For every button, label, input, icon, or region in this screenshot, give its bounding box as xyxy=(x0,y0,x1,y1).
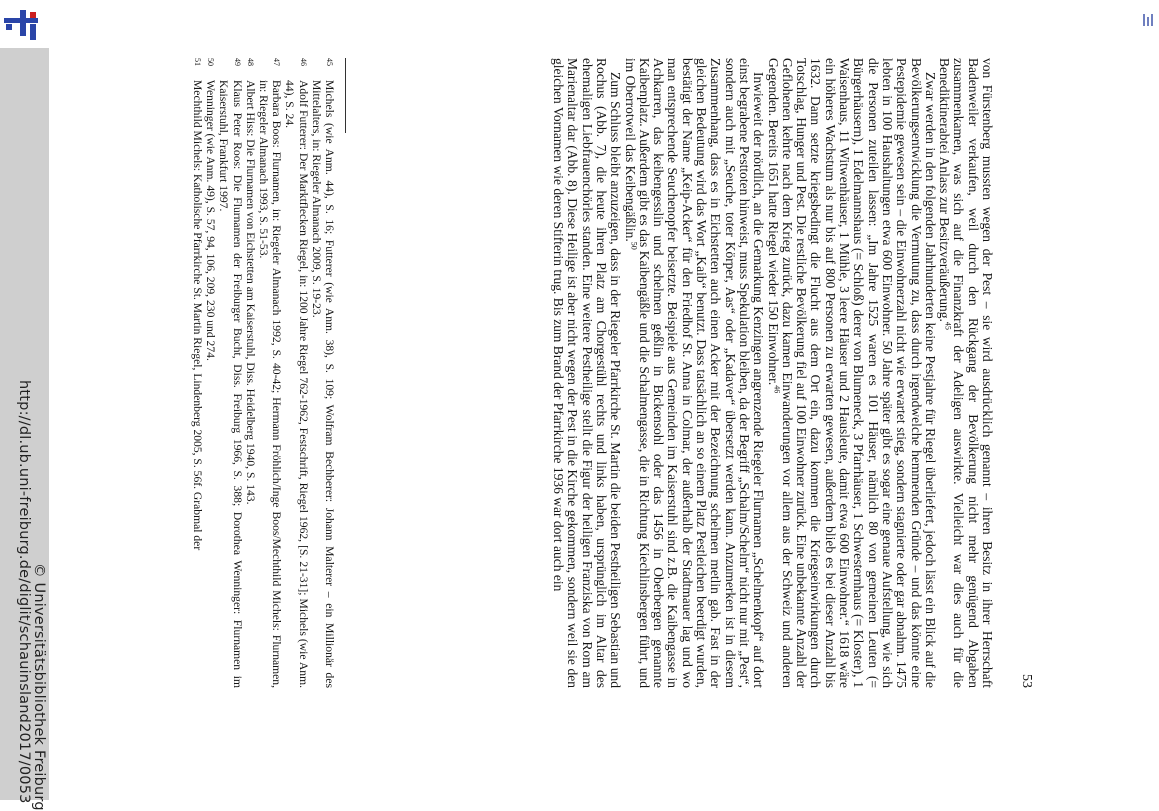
footnote-number: 46 xyxy=(298,58,308,66)
copyright-text: © Universitätsbibliothek Freiburg xyxy=(31,563,47,811)
footnote xyxy=(244,58,257,688)
footnote-text: Adolf Futterer: Der Marktflecken Riegel, in: 1200 Jahre Riegel 762-1962, Festschrift, Riegel 1962, [S. 21-31]; Michels (wie Anm. 44), S. 24. xyxy=(283,80,310,688)
corner-mark-icon xyxy=(1143,14,1153,26)
paragraph xyxy=(551,58,622,688)
footnote-text: Klaus Peter Roos: Die Flurnamen der Freiburger Bucht, Diss. Freiburg 1966, S. 388; Dorothea Wenninger: Flurnamen im Kaiserstuhl, Frankfurt 1997. xyxy=(217,80,244,688)
footnote xyxy=(257,58,283,688)
footnote-number: 51 xyxy=(192,58,202,66)
footnote xyxy=(204,58,217,688)
body-text xyxy=(551,58,994,688)
footnote xyxy=(191,58,204,688)
footnote xyxy=(283,58,309,688)
footnote-number: 45 xyxy=(325,58,334,66)
paragraph-text: von Fürstenberg mussten wegen der Pest – sie wird ausdrücklich genannt – ihren Besitz in ihrer Herrschaft Badenweiler verkaufen, weil durch den Rückgang der Bevölkerung nicht mehr genügend Abgaben zusammenkamen, was sich auf die Finanzkraft der Adeligen auswirkte. Vielleicht war dies auch für die Benediktinerabtei Anlass zur Besitzveräußerung. xyxy=(937,58,995,688)
footnote-text: Mechthild Michels: Katholische Pfarrkirche St. Martin Riegel, Lindenberg 2005, S. 56f. Grabmal der xyxy=(190,80,204,551)
footnote-number: 47 xyxy=(272,58,282,66)
paragraph: Inwieweit der nördlich, an die Gemarkung Kenzingen angrenzende Riegeler Flurnamen „Schelmenkopf“ auf dort einst begrabene Pesttoten hinweist, muss Spekulation bleiben, da der Begriff „Schalm/Schelm“ nicht nur mit „Pest“, sondern auch mit „Seuche, toter Körper, Aas“ oder „Kadaver“ übersetzt werden kann. Anzumerken ist in diesem Zusammenhang, dass es in Eichstetten auch einen Acker mit der Bezeichnung schelmen metlin gab. Fast in der gleichen Bedeutung wird das Wort „Kaib“ benutzt. Dass tatsächlich an so einem Platz Pestleichen beerdigt wurden, bestätigt der Name „Keip-Acker“ für den Friedhof St. Anna in Colmar, der außerhalb der Stadtmauer lag und wo man entsprechende Seuchenopfer beisetzte. Beispiele aus Gemeinden im Kaiserstuhl sind z.B. die Kaibengasse in Achkarren, das keibengesslin und schelmen geßlin in Bickensohl oder das 1456 in Oberbergen genannte Kaibenplatz. Außerdem gibt es das Kaibengäßle und die Schalmengasse, die in Richtung Kiechlinsbergen führt, und im Oberrotweil das Keibengäßlin.$^{50}$ xyxy=(622,58,767,688)
footnote-text: Wenninger (wie Anm. 49), S. 57, 94, 106, 209, 230 und 274. xyxy=(204,80,218,361)
footnote-number: 48 xyxy=(245,58,255,66)
digitization-url: http://dl.ub.uni-freiburg.de/diglit/schauinsland2017/0053 xyxy=(16,380,32,804)
page-number: 53 xyxy=(1019,674,1034,688)
footnotes xyxy=(191,58,336,688)
footnote-divider xyxy=(345,58,346,133)
footnote-text: Barbara Boos: Flurnamen, in: Riegeler Almanach 1992, S. 40-42; Hermann Fröhlich/Inge Boos/Mechthild Michels: Flurnamen, in: Riegeler Almanach 1993, S. 51-53. xyxy=(256,80,284,688)
footnote xyxy=(310,58,336,688)
footnote-text: Michels (wie Anm. 44), S. 16; Futterer (wie Anm. 38), S. 109; Wolfram Bechberer: Johann Malterer – ein Millionär des Mittelalters, in: Riegeler Almanach 2009, S. 19-23. xyxy=(309,80,336,688)
footnote-text: Albert Hiss: Die Flurnamen von Eichstetten am Kaiserstuhl, Diss. Heidelberg 1940, S. 143. xyxy=(243,80,257,505)
footnote-number: 50 xyxy=(206,58,216,66)
side-copyright-label xyxy=(27,563,49,811)
footnote-number: 49 xyxy=(232,58,242,66)
library-logo xyxy=(0,0,49,48)
paragraph-text: Zwar werden in den folgenden Jahrhunderten keine Pestjahre für Riegel überliefert, jedoch lässt ein Blick auf die Bevölkerungsentwicklung die Vermutung zu, dass durch irgendwelche hemmenden Gründe – und das könnte eine Pestepidemie gewesen sein – die Einwohnerzahl nicht wie erwartet stieg, sondern stagnierte oder gar abnahm. 1475 lebten in 100 Haushaltungen etwa 600 Einwohner. 50 Jahre später gibt es sogar eine genaue Aufstellung, wie sich die Personen zuteilen lassen: „Im Jahre 1525 waren es 101 Häuser, nämlich 80 von gemeinen Leuten (= Bürgerhäusern), 1 Edelmannshaus (= Schloß) derer von Blumeneck, 3 Pfarrhäuser, 1 Schwesternhaus (= Kloster), 1 Waisenhaus, 11 Witwenhäuser, 1 Mühle, 3 leere Häuser und 2 Hausleute, damit etwa 600 Einwohner.“ 1618 wäre ein höheres Wachstum als nur bis auf 800 Personen zu erwarten gewesen, außerdem blieb es bei dieser Anzahl bis 1632. Dann setzte kriegsbedingt die Flucht aus dem Ort ein, dazu kommen die Kriegseinwirkungen durch Totschlag, Hunger und Pest. Die restliche Bevölkerung fiel auf 100 Einwohner zurück. Eine unbekannte Anzahl der Geflohenen kehrte nach dem Krieg zurück, dazu kamen Einwanderungen vor allem aus der Schweiz und anderen Gegenden. Bereits 1651 hatte Riegel wieder 150 Einwohner. xyxy=(765,58,938,688)
viewer-side-strip xyxy=(0,0,49,811)
paragraph-text: Zum Schluss bleibt anzuzeigen, dass in der Riegeler Pfarrkirche St. Martin die beiden Pestheiligen Sebastian und Rochus (Abb. 7), die heute ihren Platz am Chorgestühl rechts und links haben, ursprünglich im Altar des ehemaligen Liebfrauenchörles standen. Eine weitere Pestheilige stellt die Figur der heiligen Franziska von Rom am Marienaltar dar (Abb. 8). Diese Heilige ist aber nicht wegen der Pest in die Kirche gekommen, sondern weil sie den gleichen Vornamen wie deren Stifterin trug. Bis zum Brand der Pfarrkirche 1936 war dort auch ein xyxy=(551,58,624,688)
paragraph: von Fürstenberg mussten wegen der Pest – sie wird ausdrücklich genannt – ihren Besitz in ihrer Herrschaft Badenweiler verkaufen, weil durch den Rückgang der Bevölkerung nicht mehr genügend Abgaben zusammenkamen, was sich auf die Finanzkraft der Adeligen auswirkte. Vielleicht war dies auch für die Benediktinerabtei Anlass zur Besitzveräußerung.$^{45}$ xyxy=(937,58,995,688)
paragraph: Zwar werden in den folgenden Jahrhunderten keine Pestjahre für Riegel überliefert, jedoch lässt ein Blick auf die Bevölkerungsentwicklung die Vermutung zu, dass durch irgendwelche hemmenden Gründe – und das könnte eine Pestepidemie gewesen sein – die Einwohnerzahl nicht wie erwartet stieg, sondern stagnierte oder gar abnahm. 1475 lebten in 100 Haushaltungen etwa 600 Einwohner. 50 Jahre später gibt es sogar eine genaue Aufstellung, wie sich die Personen zuteilen lassen: „Im Jahre 1525 waren es 101 Häuser, nämlich 80 von gemeinen Leuten (= Bürgerhäusern), 1 Edelmannshaus (= Schloß) derer von Blumeneck, 3 Pfarrhäuser, 1 Schwesternhaus (= Kloster), 1 Waisenhaus, 11 Witwenhäuser, 1 Mühle, 3 leere Häuser und 2 Hausleute, damit etwa 600 Einwohner.“ 1618 wäre ein höheres Wachstum als nur bis auf 800 Personen zu erwarten gewesen, außerdem blieb es bei dieser Anzahl bis 1632. Dann setzte kriegsbedingt die Flucht aus dem Ort ein, dazu kommen die Kriegseinwirkungen durch Totschlag, Hunger und Pest. Die restliche Bevölkerung fiel auf 100 Einwohner zurück. Eine unbekannte Anzahl der Geflohenen kehrte nach dem Krieg zurück, dazu kamen Einwanderungen vor allem aus der Schweiz und anderen Gegenden. Bereits 1651 hatte Riegel wieder 150 Einwohner.$^{46}$ xyxy=(765,58,938,688)
scanned-page xyxy=(160,58,1040,688)
paragraph-text: Inwieweit der nördlich, an die Gemarkung Kenzingen angrenzende Riegeler Flurnamen „Schelmenkopf“ auf dort einst begrabene Pesttoten hinweist, muss Spekulation bleiben, da der Begriff „Schalm/Schelm“ nicht nur mit „Pest“, sondern auch mit „Seuche, toter Körper, Aas“ oder „Kadaver“ übersetzt werden kann. Anzumerken ist in diesem Zusammenhang, dass es in Eichstetten auch einen Acker mit der Bezeichnung schelmen metlin gab. Fast in der gleichen Bedeutung wird das Wort „Kaib“ benutzt. Dass tatsächlich an so einem Platz Pestleichen beerdigt wurden, bestätigt der Name „Keip-Acker“ für den Friedhof St. Anna in Colmar, der außerhalb der Stadtmauer lag und wo man entsprechende Seuchenopfer beisetzte. Beispiele aus Gemeinden im Kaiserstuhl sind z.B. die Kaibengasse in Achkarren, das keibengesslin und schelmen geßlin in Bickensohl oder das 1456 in Oberbergen genannte Kaibenplatz. Außerdem gibt es das Kaibengäßle und die Schalmengasse, die in Richtung Kiechlinsbergen führt, und im Oberrotweil das Keibengäßlin. xyxy=(622,58,767,688)
footnote xyxy=(217,58,243,688)
